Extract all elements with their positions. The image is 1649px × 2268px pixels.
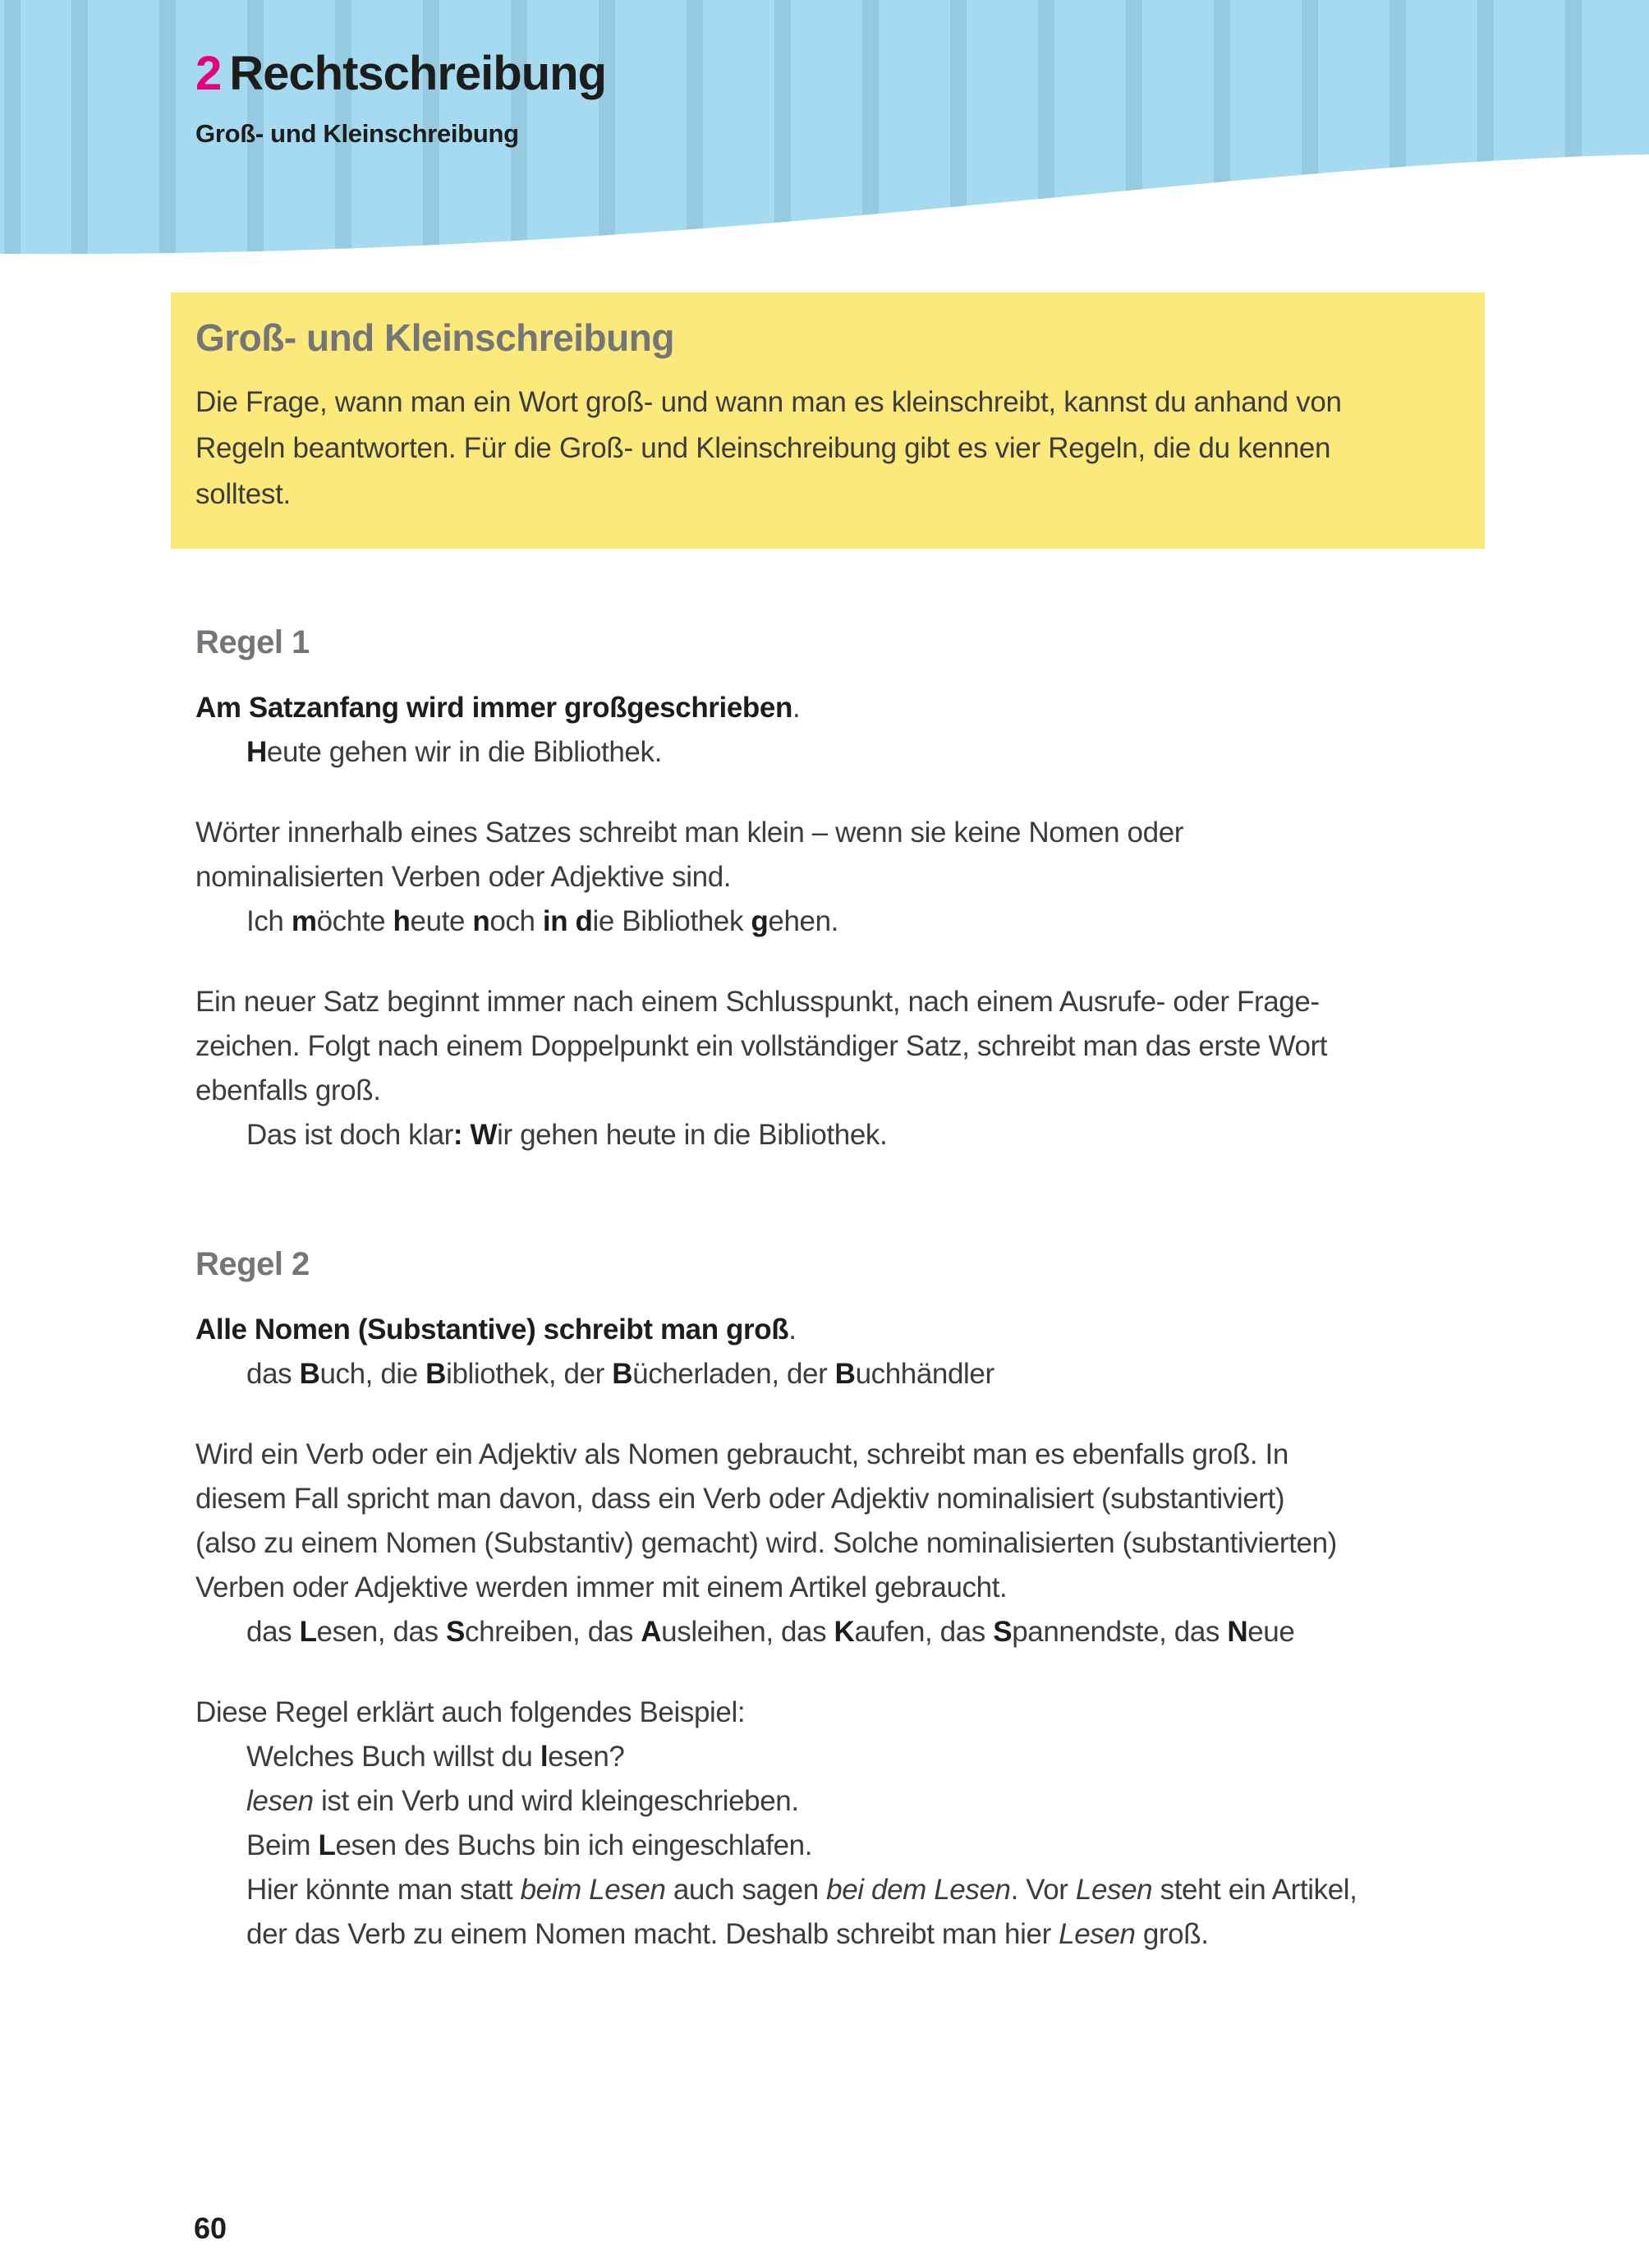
text-segment: B xyxy=(834,1358,856,1390)
text-segment: eue xyxy=(1247,1616,1295,1648)
para-line xyxy=(195,1433,1649,1477)
para-line xyxy=(195,1691,1649,1735)
text-segment: esen des Buchs bin ich eingeschlafen. xyxy=(335,1829,813,1861)
text-segment: usleihen, das xyxy=(661,1616,834,1648)
text-segment: B xyxy=(299,1358,320,1390)
chapter-section-subtitle: Groß- und Kleinschreibung xyxy=(195,119,519,148)
text-segment: Hier könnte man statt xyxy=(246,1874,521,1906)
text-segment: steht ein Artikel, xyxy=(1152,1874,1357,1906)
text-segment: Am Satzanfang wird immer großgeschrieben xyxy=(195,692,792,724)
text-segment: Ein neuer Satz beginnt immer nach einem Schlusspunkt, nach einem Ausrufe- oder Frage- xyxy=(195,986,1320,1018)
text-segment: g xyxy=(751,905,769,937)
text-segment: zeichen. Folgt nach einem Doppelpunkt ein vollständiger Satz, schreibt man das erste Wort xyxy=(195,1030,1328,1062)
example-line xyxy=(195,1824,1649,1868)
example-line xyxy=(195,1912,1649,1957)
rule-section xyxy=(195,624,1649,1157)
para-block xyxy=(195,1433,1649,1610)
text-segment: B xyxy=(425,1358,447,1390)
text-segment: N xyxy=(1227,1616,1248,1648)
text-segment: S xyxy=(993,1616,1013,1648)
example-line xyxy=(195,1779,1649,1824)
text-segment: uchhändler xyxy=(855,1358,994,1390)
text-segment: Alle Nomen (Substantive) schreibt man groß xyxy=(195,1313,789,1346)
rule-block xyxy=(195,1308,1649,1352)
example-block xyxy=(195,1352,1649,1396)
text-segment: Das ist doch klar xyxy=(246,1119,453,1151)
text-segment: eute gehen wir in die Bibliothek. xyxy=(266,736,662,768)
example-line xyxy=(195,1735,1649,1779)
text-segment: das xyxy=(246,1616,300,1648)
chapter-title xyxy=(195,46,1649,101)
text-segment: . Vor xyxy=(1010,1874,1076,1906)
chapter-header-band xyxy=(0,0,1649,279)
intro-text-line: Die Frage, wann man ein Wort groß- und wann man es kleinschreibt, kannst du anhand von xyxy=(195,386,1342,418)
text-segment: . xyxy=(792,692,801,724)
text-segment: Wörter innerhalb eines Satzes schreibt man klein – wenn sie keine Nomen oder xyxy=(195,817,1184,849)
text-segment: l xyxy=(540,1741,549,1773)
chapter-header-content xyxy=(0,0,1649,149)
para-block xyxy=(195,1691,1649,1735)
text-segment: öchte xyxy=(316,905,393,937)
page-number: 60 xyxy=(194,2211,227,2245)
example-line xyxy=(195,899,1649,944)
example-line xyxy=(195,1352,1649,1396)
para-line xyxy=(195,1477,1649,1521)
text-segment: Lesen xyxy=(1059,1918,1136,1950)
example-block xyxy=(195,899,1649,944)
text-segment: in xyxy=(542,905,568,937)
para-line xyxy=(195,1069,1649,1113)
text-segment: H xyxy=(246,736,267,768)
text-segment: d xyxy=(575,905,593,937)
para-block xyxy=(195,811,1649,899)
text-segment: Verben oder Adjektive werden immer mit einem Artikel gebraucht. xyxy=(195,1571,1008,1603)
text-segment: aufen, das xyxy=(854,1616,994,1648)
para-line xyxy=(195,1024,1649,1069)
rule-line xyxy=(195,686,1649,730)
text-segment: W xyxy=(470,1119,498,1151)
text-segment: ücherladen, der xyxy=(632,1358,835,1390)
text-segment: Lesen xyxy=(1075,1874,1153,1906)
text-segment: B xyxy=(612,1358,633,1390)
text-segment: nominalisierten Verben oder Adjektive sind. xyxy=(195,861,732,893)
text-segment: uch, die xyxy=(319,1358,426,1390)
chapter-title-text: Rechtschreibung xyxy=(229,47,607,100)
text-segment: Wird ein Verb oder ein Adjektiv als Nomen gebraucht, schreibt man es ebenfalls groß. In xyxy=(195,1438,1288,1470)
intro-box-title: Groß- und Kleinschreibung xyxy=(195,316,674,359)
text-segment: ehen. xyxy=(768,905,838,937)
example-line xyxy=(195,1610,1649,1654)
para-line xyxy=(195,1521,1649,1566)
para-line xyxy=(195,1566,1649,1610)
example-line xyxy=(195,1868,1649,1912)
intro-box-text xyxy=(195,380,1452,518)
text-segment: chreiben, das xyxy=(465,1616,641,1648)
example-block xyxy=(195,1610,1649,1654)
text-segment: K xyxy=(834,1616,855,1648)
text-segment: ist ein Verb und wird kleingeschrieben. xyxy=(313,1785,799,1817)
intro-text-line: Regeln beantworten. Für die Groß- und Kleinschreibung gibt es vier Regeln, die du kennen xyxy=(195,432,1331,464)
example-block xyxy=(195,1113,1649,1157)
text-segment: ibliothek, der xyxy=(446,1358,613,1390)
text-segment: groß. xyxy=(1135,1918,1209,1950)
text-segment: pannendste, das xyxy=(1012,1616,1228,1648)
text-segment: esen? xyxy=(548,1741,625,1773)
text-segment xyxy=(567,905,575,937)
text-segment xyxy=(462,1119,470,1151)
text-segment: (also zu einem Nomen (Substantiv) gemacht) wird. Solche nominalisierten (substantivierten) xyxy=(195,1527,1337,1559)
text-segment: A xyxy=(641,1616,662,1648)
text-segment: beim Lesen xyxy=(520,1874,666,1906)
text-segment: : xyxy=(452,1119,463,1151)
text-segment: diesem Fall spricht man davon, dass ein Verb oder Adjektiv nominalisiert (substantiviert) xyxy=(195,1483,1285,1515)
para-line xyxy=(195,855,1649,899)
text-segment: ie Bibliothek xyxy=(592,905,751,937)
text-segment: S xyxy=(446,1616,465,1648)
para-block xyxy=(195,980,1649,1113)
text-segment: L xyxy=(318,1829,336,1861)
text-segment: das xyxy=(246,1358,300,1390)
example-line xyxy=(195,730,1649,775)
rule-section-heading: Regel 1 xyxy=(195,624,310,660)
text-segment: Beim xyxy=(246,1829,319,1861)
text-segment: och xyxy=(489,905,543,937)
text-segment: lesen xyxy=(246,1785,314,1817)
text-segment: Diese Regel erklärt auch folgendes Beispiel: xyxy=(195,1696,746,1728)
example-block xyxy=(195,1735,1649,1957)
para-line xyxy=(195,811,1649,855)
text-segment: auch sagen xyxy=(665,1874,827,1906)
text-segment: Ich xyxy=(246,905,292,937)
text-segment: h xyxy=(393,905,411,937)
example-line xyxy=(195,1113,1649,1157)
text-segment: ir gehen heute in die Bibliothek. xyxy=(497,1119,888,1151)
rule-block xyxy=(195,686,1649,730)
text-segment: Welches Buch willst du xyxy=(246,1741,540,1773)
text-segment: der das Verb zu einem Nomen macht. Deshalb schreibt man hier xyxy=(246,1918,1059,1950)
text-segment: bei dem Lesen xyxy=(826,1874,1011,1906)
text-segment: esen, das xyxy=(316,1616,447,1648)
para-line xyxy=(195,980,1649,1024)
rule-section xyxy=(195,1246,1649,1957)
text-segment: eute xyxy=(410,905,473,937)
text-segment: . xyxy=(788,1313,797,1346)
rule-line xyxy=(195,1308,1649,1352)
text-segment: m xyxy=(291,905,317,937)
text-segment: n xyxy=(472,905,490,937)
text-segment: L xyxy=(299,1616,317,1648)
rules-sections xyxy=(171,624,1649,1957)
example-block xyxy=(195,730,1649,775)
rule-section-heading: Regel 2 xyxy=(195,1246,310,1282)
chapter-number: 2 xyxy=(195,47,222,100)
intro-box xyxy=(171,292,1485,549)
text-segment: ebenfalls groß. xyxy=(195,1074,381,1106)
intro-text-line: solltest. xyxy=(195,478,291,510)
page-content xyxy=(0,292,1649,1957)
